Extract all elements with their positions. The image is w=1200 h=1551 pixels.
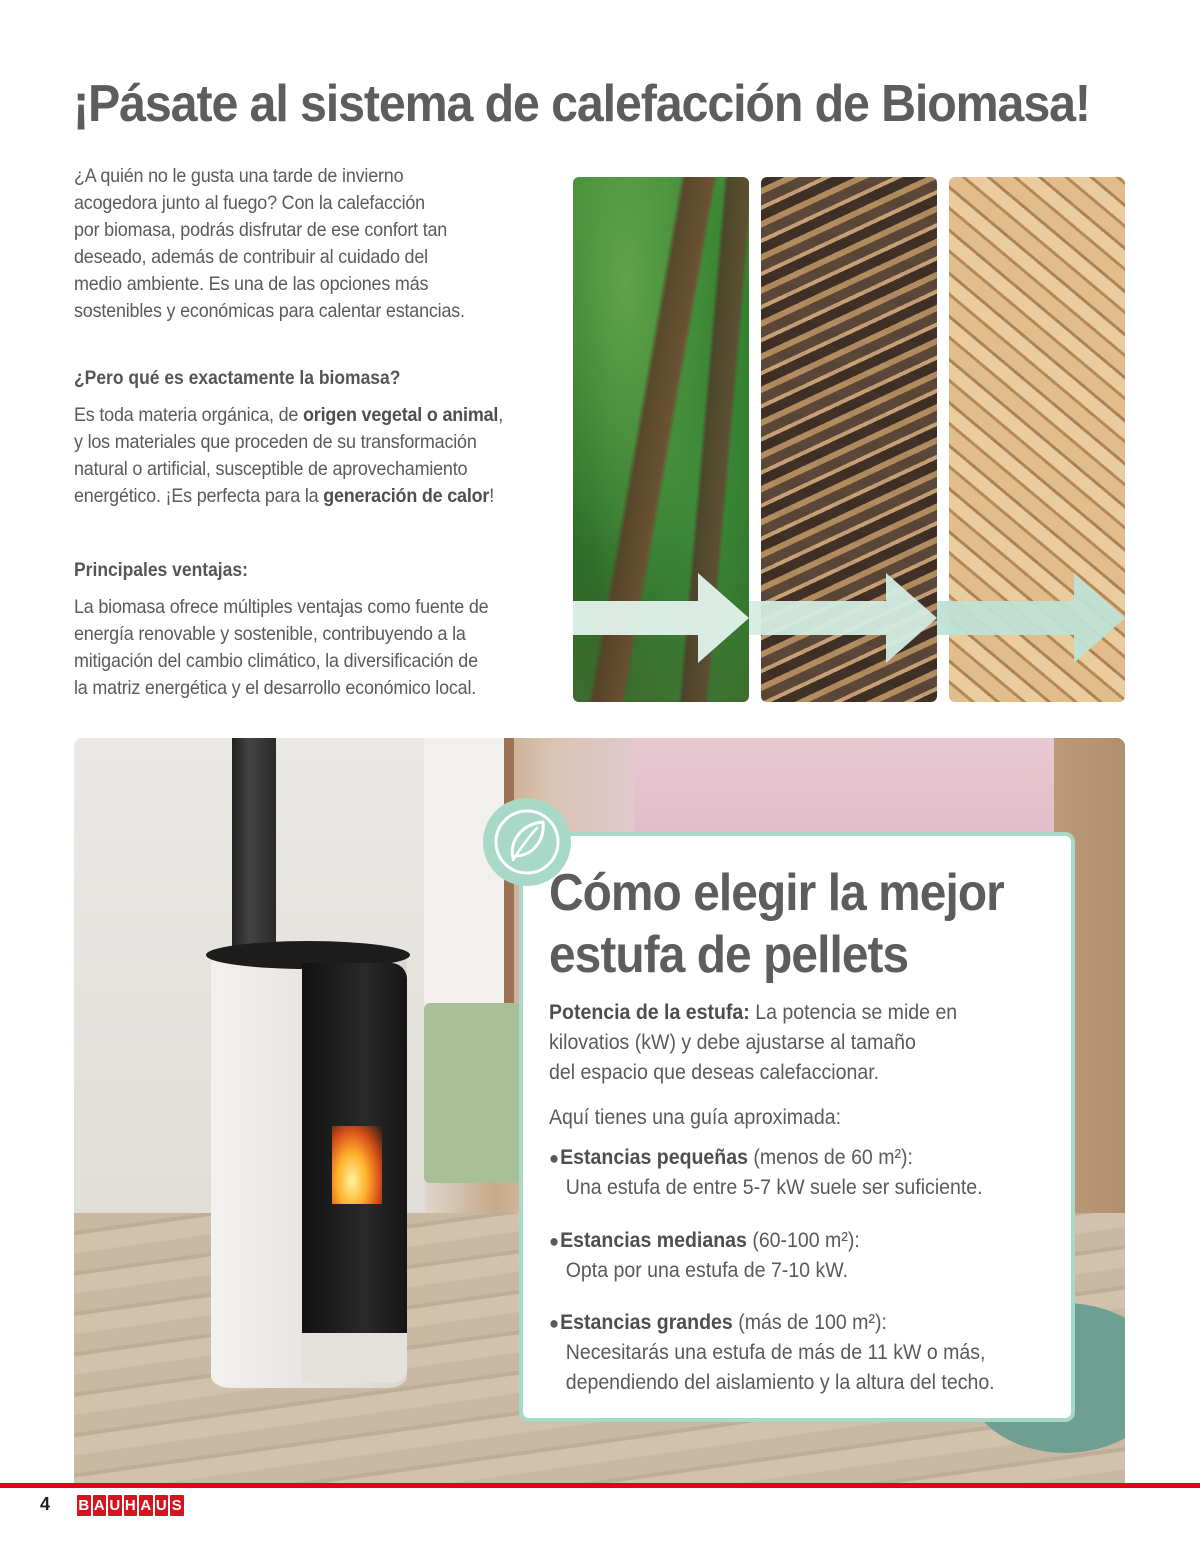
intro-line: por biomasa, podrás disfrutar de ese confort tan: [74, 219, 448, 241]
bullet-range: (60-100 m²):: [746, 1229, 860, 1252]
power-label: Potencia de la estufa:: [549, 1001, 750, 1024]
power-paragraph: [549, 998, 1033, 1088]
stove-base: [302, 1333, 407, 1383]
bullet-line: [549, 1143, 1033, 1173]
footer-rule: [0, 1483, 1200, 1488]
bullet-detail: Una estufa de entre 5-7 kW suele ser suficiente.: [565, 1176, 983, 1199]
logo-letter: H: [124, 1497, 136, 1514]
bullet-medium-rooms: [549, 1226, 1033, 1286]
bullet-icon: ●: [549, 1231, 560, 1251]
biomass-line: natural o artificial, susceptible de aprovechamiento: [74, 458, 468, 480]
bullet-detail: Opta por una estufa de 7-10 kW.: [565, 1259, 849, 1282]
logo-letter: A: [140, 1497, 152, 1514]
intro-paragraph: [74, 163, 554, 325]
bold-text: origen vegetal o animal: [303, 404, 499, 426]
sofa: [424, 1003, 524, 1183]
intro-line: acogedora junto al fuego? Con la calefacción: [74, 192, 425, 214]
logo-letter: B: [78, 1497, 90, 1514]
biomass-image-strip: [573, 177, 1125, 702]
advantages-line: mitigación del cambio climático, la diversificación de: [74, 650, 478, 672]
text: ,: [498, 404, 503, 426]
text: Es toda materia orgánica, de: [74, 404, 304, 426]
advantages-line: la matriz energética y el desarrollo económico local.: [74, 677, 477, 699]
bullet-label: Estancias pequeñas: [560, 1146, 748, 1169]
card-title-line: Cómo elegir la mejor: [549, 864, 1004, 922]
biomass-line: y los materiales que proceden de su transformación: [74, 431, 477, 453]
biomass-line: [74, 483, 516, 510]
arrow-right-icon: [573, 573, 749, 653]
advantages-heading: Principales ventajas:: [74, 560, 248, 581]
logo-letter: A: [93, 1497, 105, 1514]
stove-pipe: [232, 738, 276, 948]
bauhaus-logo: [77, 1495, 184, 1516]
card-title-line: estufa de pellets: [549, 926, 909, 984]
bullet-range: (menos de 60 m²):: [747, 1146, 913, 1169]
bullet-label: Estancias medianas: [560, 1229, 747, 1252]
advantages-paragraph: [74, 594, 554, 702]
biomass-heading: ¿Pero qué es exactamente la biomasa?: [74, 368, 401, 389]
bullet-large-rooms: [549, 1308, 1033, 1398]
logo-letter: U: [109, 1497, 121, 1514]
bullet-icon: ●: [549, 1313, 560, 1333]
bullet-label: Estancias grandes: [560, 1311, 733, 1334]
bold-text: generación de calor: [323, 485, 490, 507]
bullet-icon: ●: [549, 1148, 560, 1168]
intro-line: sostenibles y económicas para calentar estancias.: [74, 300, 465, 322]
power-line: del espacio que deseas calefaccionar.: [549, 1061, 880, 1084]
logo-letter: U: [155, 1497, 167, 1514]
advantages-line: La biomasa ofrece múltiples ventajas como fuente de: [74, 596, 489, 618]
power-line: kilovatios (kW) y debe ajustarse al tamaño: [549, 1031, 916, 1054]
arrow-right-icon: [749, 573, 937, 653]
intro-line: deseado, además de contribuir al cuidado del: [74, 246, 428, 268]
advantages-line: energía renovable y sostenible, contribuyendo a la: [74, 623, 466, 645]
bullet-small-rooms: [549, 1143, 1033, 1203]
arrow-right-icon: [937, 573, 1125, 653]
biomass-paragraph: [74, 402, 554, 510]
intro-line: medio ambiente. Es una de las opciones más: [74, 273, 429, 295]
bullet-range: (más de 100 m²):: [732, 1311, 887, 1334]
intro-line: ¿A quién no le gusta una tarde de invierno: [74, 165, 404, 187]
text: energético. ¡Es perfecta para la: [74, 485, 324, 507]
page-number: 4: [40, 1494, 51, 1514]
bullet-detail: Necesitarás una estufa de más de 11 kW o más,: [565, 1341, 986, 1364]
logo-letter: S: [171, 1497, 182, 1514]
power-line: [549, 998, 1033, 1028]
stove-fire: [332, 1126, 382, 1204]
text: La potencia se mide en: [749, 1001, 958, 1024]
guide-intro: Aquí tienes una guía aproximada:: [549, 1106, 842, 1129]
text: !: [489, 485, 495, 507]
bullet-line: [549, 1308, 1033, 1338]
bullet-detail: dependiendo del aislamiento y la altura del techo.: [565, 1371, 995, 1394]
page-title: ¡Pásate al sistema de calefacción de Biomasa!: [73, 75, 1090, 133]
bullet-line: [549, 1226, 1033, 1256]
card-title: [549, 862, 1027, 986]
biomass-line: [74, 402, 516, 429]
